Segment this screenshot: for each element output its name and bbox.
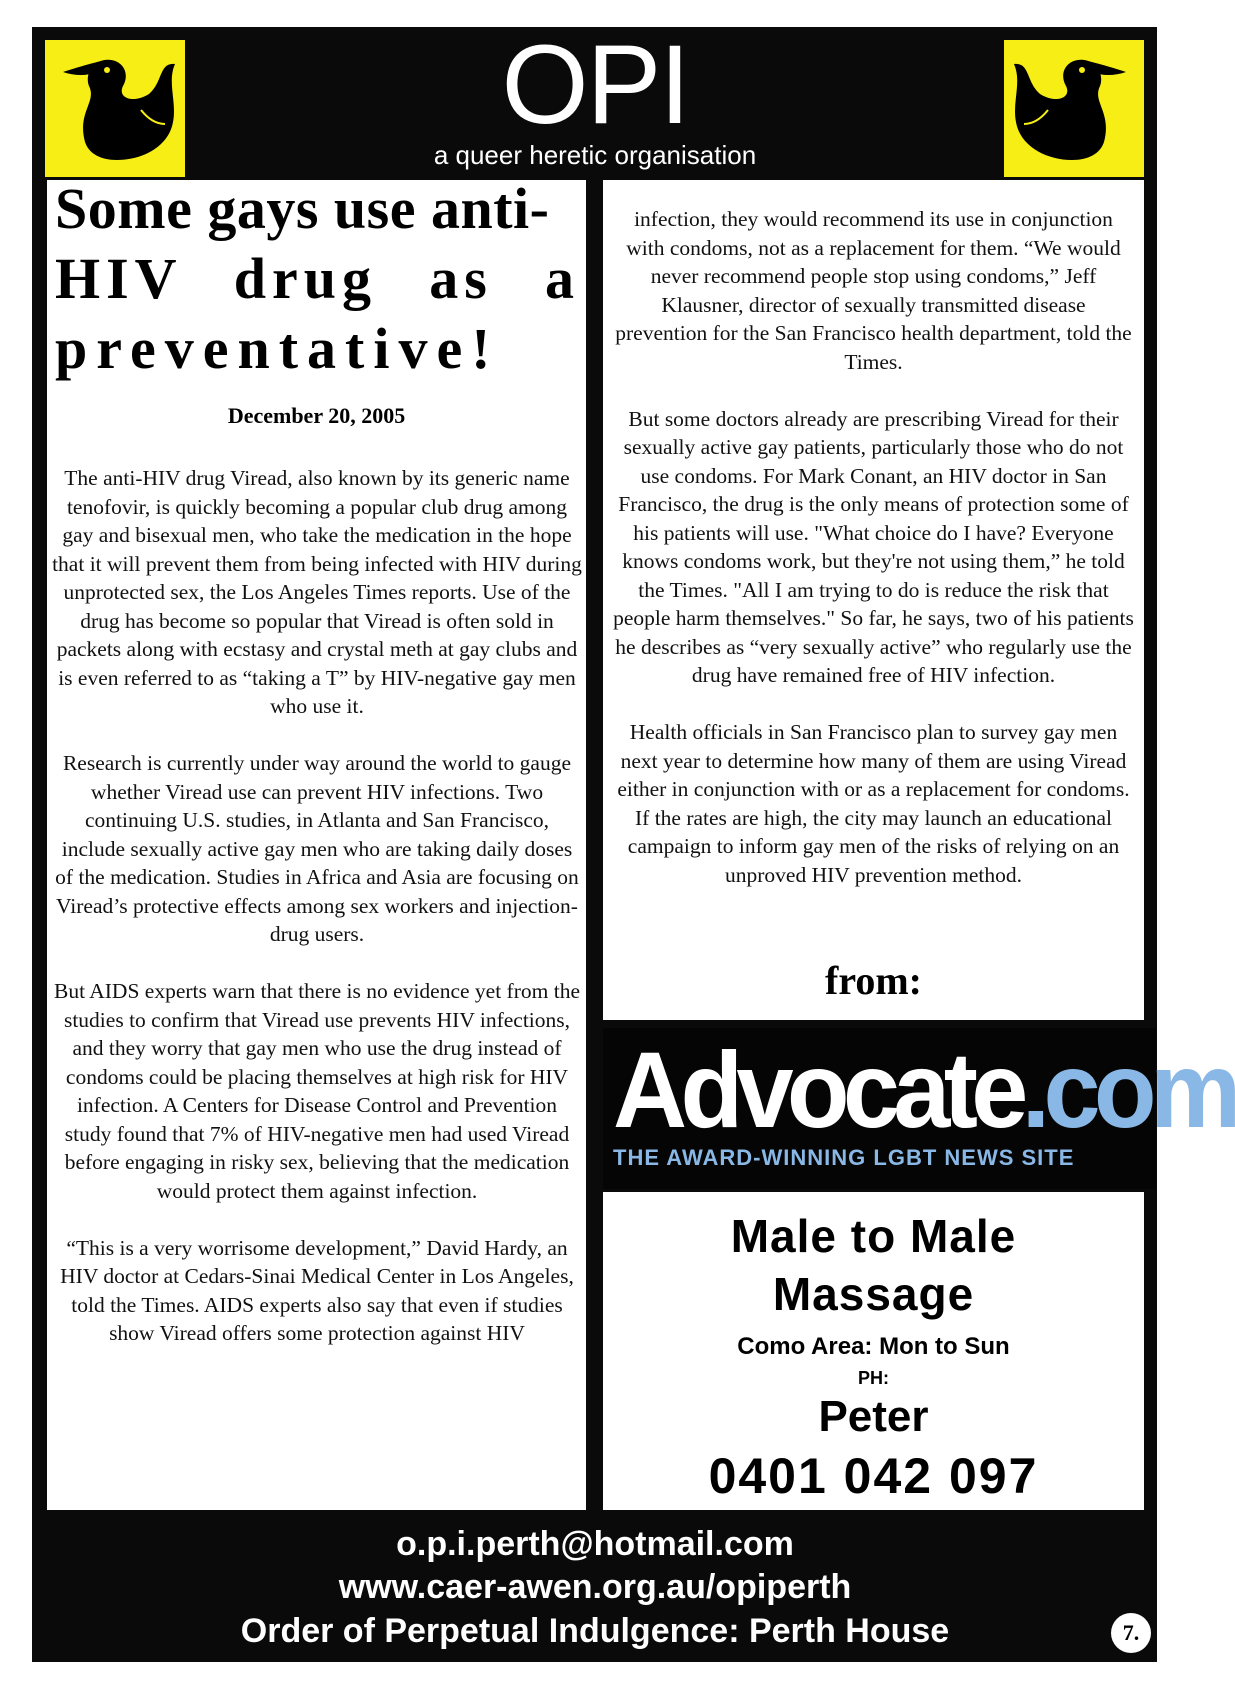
article-left-column [47,176,586,1510]
article-paragraph: The anti-HIV drug Viread, also known by its generic name tenofovir, is quickly becoming a popular club drug among gay and bisexual men, who take the medication in the hope that it will prevent them from being infected with HIV during unprotected sex, the Los Angeles Times reports. Use of the drug has become so popular that Viread is often sold in packets along with ecstasy and crystal meth at gay clubs and is even referred to as “taking a T” by HIV-negative gay men who use it. [52,466,582,718]
advocate-logo [613,1029,1235,1150]
article-paragraph: But AIDS experts warn that there is no evidence yet from the studies to confirm that Viread use prevents HIV infections, and they worry that gay men who use the drug instead of condoms could be placing themselves at high risk for HIV infection. A Centers for Disease Control and Prevention study found that 7% of HIV-negative men had used Viread before engaging in risky sex, believing that the medication would protect them against infection. [53,979,580,1203]
ad-phone-label: PH: [858,1368,889,1388]
article-paragraph: infection, they would recommend its use in conjunction with condoms, not as a replacement for them. “We would never recommend people stop using condoms,” Jeff Klausner, director of sexually transmitted disease prevention for the San Francisco health department, told the Times. [615,207,1132,374]
article-right-column [603,180,1144,1020]
source-from-label: from: [825,958,922,1003]
organisation-tagline: a queer heretic organisation [433,140,757,170]
headline-line-1: Some gays use anti- [55,176,550,241]
article-paragraph: Research is currently under way around the world to gauge whether Viread use can prevent HIV infections. Two continuing U.S. studies, in Atlanta and San Francisco, include sexually active gay men who are taking daily doses of the medication. Studies in Africa and Asia are focusing on Viread’s protective effects among sex workers and injection-drug users. [55,751,579,946]
headline-line-3: preventative! [55,316,500,381]
footer-url: www.caer-awen.org.au/opiperth [338,1568,852,1606]
article-paragraph: Health officials in San Francisco plan to survey gay men next year to determine how many of them are using Viread either in conjunction with or as a replacement for condoms. If the rates are high, the city may launch an educational campaign to inform gay men of the risks of relying on an unproved HIV prevention method. [617,720,1130,887]
article-headline [55,174,580,384]
ad-title-line-1: Male to Male [730,1210,1017,1262]
organisation-logo-title: OPI [501,22,689,147]
advocate-logo-name: Advocate [613,1029,1022,1150]
advocate-logo-banner [603,1028,1235,1189]
swan-logo-right [1004,40,1144,177]
black-swan-icon [1004,40,1144,177]
advocate-logo-suffix: .com [1021,1029,1235,1150]
page-number: 7. [1111,1613,1151,1653]
ad-phone-number: 0401 042 097 [708,1448,1039,1504]
article-paragraph: “This is a very worrisome development,” David Hardy, an HIV doctor at Cedars-Sinai Medical Center in Los Angeles, told the Times. AIDS experts also say that even if studies show Viread offers some protection against HIV [60,1235,574,1345]
black-swan-icon [45,40,185,177]
advocate-tagline: THE AWARD-WINNING LGBT NEWS SITE [613,1145,1075,1170]
article-paragraph: But some doctors already are prescribing Viread for their sexually active gay patients, particularly those who do not use condoms. For Mark Conant, an HIV doctor in San Francisco, the drug is the only means of protection some of his patients will use. "What choice do I have? Everyone knows condoms work, but they're not using them,” he told the Times. "All I am trying to do is reduce the risk that people harm themselves." So far, he says, two of his patients he describes as “very sexually active” who regularly use the drug have remained free of HIV infection. [613,406,1134,687]
footer-email: o.p.i.perth@hotmail.com [396,1525,794,1563]
ad-title-line-2: Massage [772,1268,975,1320]
ad-hours: Como Area: Mon to Sun [737,1333,1010,1360]
article-body-right [613,205,1134,918]
article-body-left [51,464,583,1376]
ad-contact-name: Peter [818,1392,929,1441]
article-date: December 20, 2005 [227,403,406,428]
headline-line-2: HIV drug as a [55,246,580,311]
footer-organisation: Order of Perpetual Indulgence: Perth House [240,1612,950,1650]
swan-logo-left [45,40,185,177]
massage-advertisement [603,1192,1144,1510]
